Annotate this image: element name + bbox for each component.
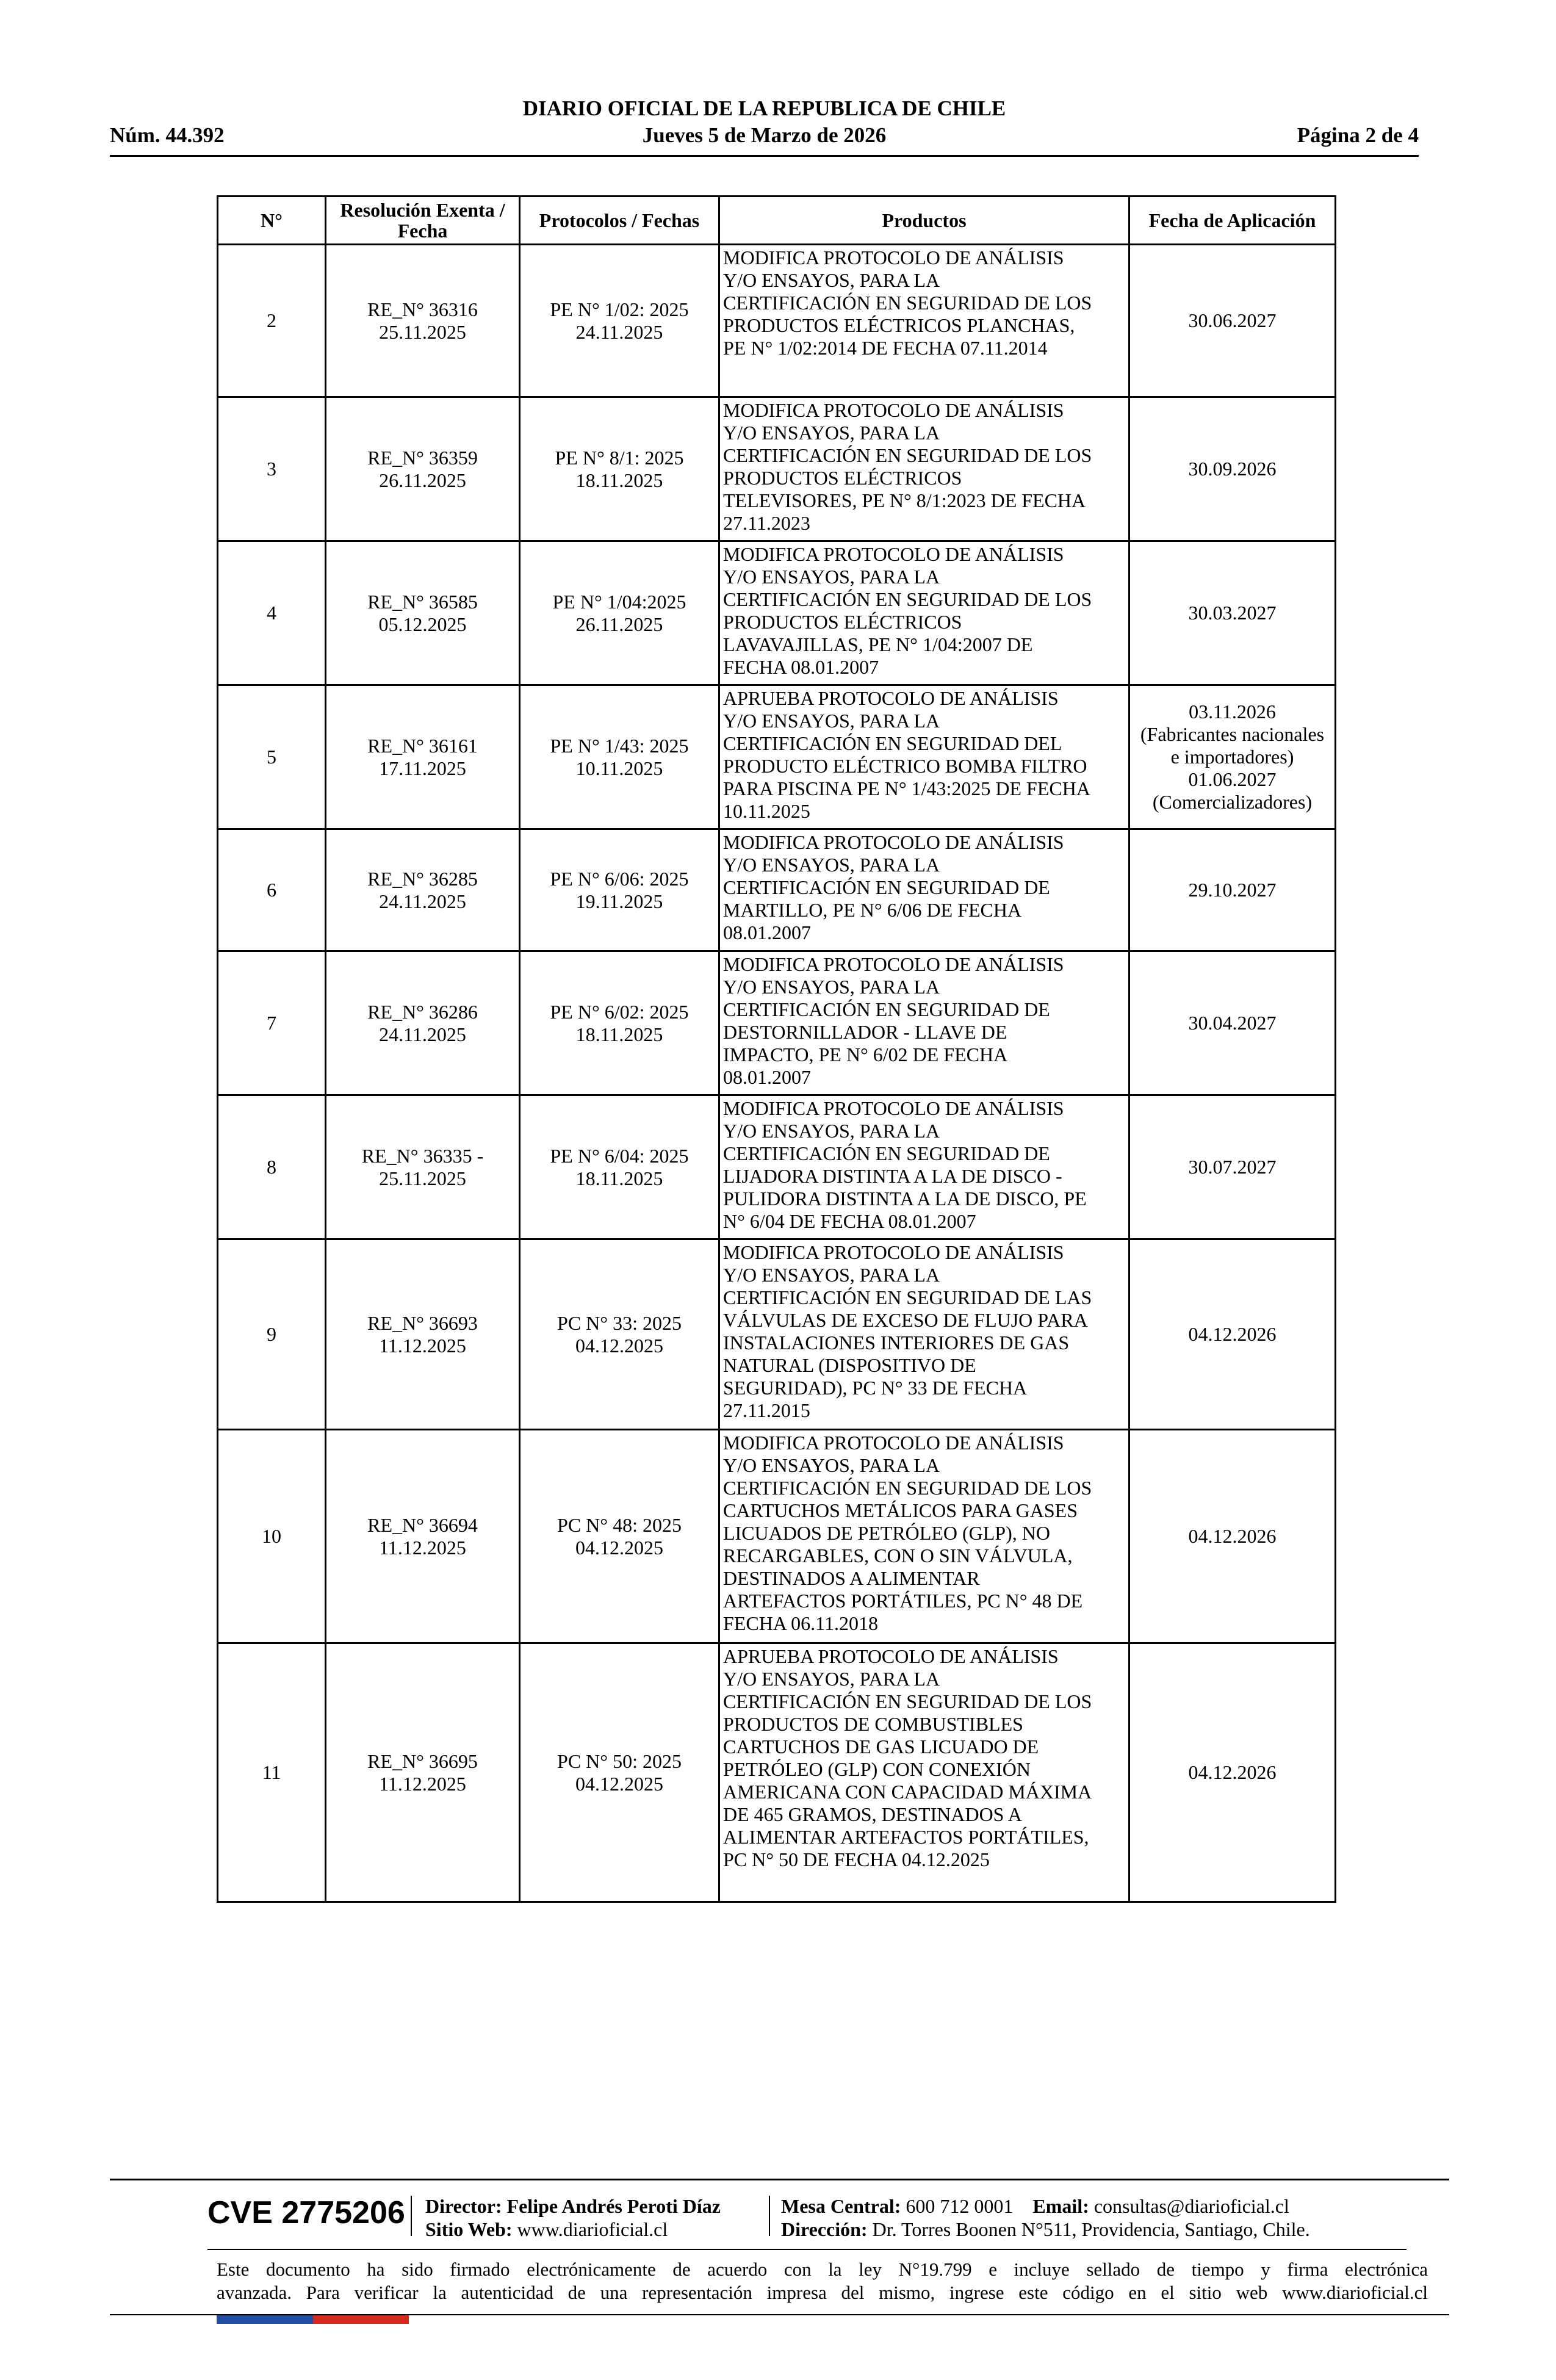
row-number: 2 (218, 245, 326, 397)
product-cell: MODIFICA PROTOCOLO DE ANÁLISIS Y/O ENSAYOS, PARA LA CERTIFICACIÓN EN SEGURIDAD DE LOS PRODUCTOS ELÉCTRICOS TELEVISORES, PE N° 8/1:2023 DE FECHA 27.11.2023 (719, 397, 1129, 541)
resolution-cell: RE_N° 36161 17.11.2025 (326, 685, 520, 829)
header-protocolos: Protocolos / Fechas (520, 197, 719, 245)
protocol-cell: PE N° 6/06: 2025 19.11.2025 (520, 829, 719, 951)
issue-number: Núm. 44.392 (110, 123, 225, 147)
resolution-cell: RE_N° 36285 24.11.2025 (326, 829, 520, 951)
flag-blue-segment (217, 2315, 313, 2324)
table-row (218, 951, 1336, 1095)
table-row (218, 1643, 1336, 1902)
page-header (110, 92, 1419, 159)
product-cell: MODIFICA PROTOCOLO DE ANÁLISIS Y/O ENSAYOS, PARA LA CERTIFICACIÓN EN SEGURIDAD DE LOS PRODUCTOS ELÉCTRICOS LAVAVAJILLAS, PE N° 1/04:2007 DE FECHA 08.01.2007 (719, 541, 1129, 685)
flag-red-segment (313, 2315, 409, 2324)
director-name: Felipe Andrés Peroti Díaz (506, 2195, 721, 2217)
row-number: 11 (218, 1643, 326, 1902)
header-num: N° (218, 197, 326, 245)
resolution-cell: RE_N° 36695 11.12.2025 (326, 1643, 520, 1902)
application-date-cell: 04.12.2026 (1129, 1643, 1336, 1902)
application-date-cell: 04.12.2026 (1129, 1239, 1336, 1430)
protocol-cell: PE N° 1/02: 2025 24.11.2025 (520, 245, 719, 397)
product-cell: MODIFICA PROTOCOLO DE ANÁLISIS Y/O ENSAYOS, PARA LA CERTIFICACIÓN EN SEGURIDAD DE LOS PRODUCTOS ELÉCTRICOS PLANCHAS, PE N° 1/02:2014 DE FECHA 07.11.2014 (719, 245, 1129, 397)
product-cell: MODIFICA PROTOCOLO DE ANÁLISIS Y/O ENSAYOS, PARA LA CERTIFICACIÓN EN SEGURIDAD DE LOS CARTUCHOS METÁLICOS PARA GASES LICUADOS DE PETRÓLEO (GLP), NO RECARGABLES, CON O SIN VÁLVULA, DESTINADOS A ALIMENTAR ARTEFACTOS PORTÁTILES, PC N° 48 DE FECHA 06.11.2018 (719, 1430, 1129, 1643)
table-row (218, 829, 1336, 951)
row-number: 3 (218, 397, 326, 541)
resolution-cell: RE_N° 36316 25.11.2025 (326, 245, 520, 397)
website-link[interactable]: www.diarioficial.cl (517, 2218, 668, 2240)
footer-separator (411, 2196, 412, 2236)
application-date-cell: 30.06.2027 (1129, 245, 1336, 397)
row-number: 8 (218, 1095, 326, 1239)
application-date-cell: 29.10.2027 (1129, 829, 1336, 951)
protocol-cell: PE N° 6/04: 2025 18.11.2025 (520, 1095, 719, 1239)
protocol-cell: PE N° 1/04:2025 26.11.2025 (520, 541, 719, 685)
table-row (218, 1239, 1336, 1430)
footer-middle-rule (207, 2249, 1407, 2250)
cve-code: CVE 2775206 (207, 2195, 405, 2230)
table-row (218, 685, 1336, 829)
address: Dr. Torres Boonen N°511, Providencia, Santiago, Chile. (872, 2218, 1310, 2240)
row-number: 7 (218, 951, 326, 1095)
flag-stripe (217, 2315, 409, 2324)
product-cell: MODIFICA PROTOCOLO DE ANÁLISIS Y/O ENSAYOS, PARA LA CERTIFICACIÓN EN SEGURIDAD DE DESTORNILLADOR - LLAVE DE IMPACTO, PE N° 6/02 DE FECHA 08.01.2007 (719, 951, 1129, 1095)
protocol-cell: PE N° 1/43: 2025 10.11.2025 (520, 685, 719, 829)
email-link[interactable]: consultas@diarioficial.cl (1093, 2195, 1289, 2217)
page-footer (110, 2179, 1449, 2331)
protocol-cell: PC N° 50: 2025 04.12.2025 (520, 1643, 719, 1902)
page-indicator: Página 2 de 4 (1297, 123, 1419, 147)
row-number: 9 (218, 1239, 326, 1430)
header-productos: Productos (719, 197, 1129, 245)
resolution-cell: RE_N° 36359 26.11.2025 (326, 397, 520, 541)
row-number: 10 (218, 1430, 326, 1643)
resolution-cell: RE_N° 36335 - 25.11.2025 (326, 1095, 520, 1239)
application-date-cell: 30.07.2027 (1129, 1095, 1336, 1239)
footer-director-block: Director: Felipe Andrés Peroti Díaz Sitio Web: www.diarioficial.cl (425, 2195, 721, 2240)
resolution-cell: RE_N° 36585 05.12.2025 (326, 541, 520, 685)
table-row (218, 1430, 1336, 1643)
table-row (218, 397, 1336, 541)
product-cell: APRUEBA PROTOCOLO DE ANÁLISIS Y/O ENSAYOS, PARA LA CERTIFICACIÓN EN SEGURIDAD DE LOS PRODUCTOS DE COMBUSTIBLES CARTUCHOS DE GAS LICUADO DE PETRÓLEO (GLP) CON CONEXIÓN AMERICANA CON CAPACIDAD MÁXIMA DE 465 GRAMOS, DESTINADOS A ALIMENTAR ARTEFACTOS PORTÁTILES, PC N° 50 DE FECHA 04.12.2025 (719, 1643, 1129, 1902)
protocol-cell: PE N° 6/02: 2025 18.11.2025 (520, 951, 719, 1095)
table-row (218, 1095, 1336, 1239)
product-cell: MODIFICA PROTOCOLO DE ANÁLISIS Y/O ENSAYOS, PARA LA CERTIFICACIÓN EN SEGURIDAD DE MARTILLO, PE N° 6/06 DE FECHA 08.01.2007 (719, 829, 1129, 951)
product-cell: MODIFICA PROTOCOLO DE ANÁLISIS Y/O ENSAYOS, PARA LA CERTIFICACIÓN EN SEGURIDAD DE LIJADORA DISTINTA A LA DE DISCO - PULIDORA DISTINTA A LA DE DISCO, PE N° 6/04 DE FECHA 08.01.2007 (719, 1095, 1129, 1239)
product-cell: MODIFICA PROTOCOLO DE ANÁLISIS Y/O ENSAYOS, PARA LA CERTIFICACIÓN EN SEGURIDAD DE LAS VÁLVULAS DE EXCESO DE FLUJO PARA INSTALACIONES INTERIORES DE GAS NATURAL (DISPOSITIVO DE SEGURIDAD), PC N° 33 DE FECHA 27.11.2015 (719, 1239, 1129, 1430)
signature-notice: Este documento ha sido firmado electrónicamente de acuerdo con la ley N°19.799 e incluye sellado de tiempo y firma electrónica avanzada. Para verificar la autenticidad de una representación impresa del mismo, ingrese este código en el sitio web www.diarioficial.cl (217, 2259, 1428, 2303)
protocol-cell: PC N° 48: 2025 04.12.2025 (520, 1430, 719, 1643)
resolution-cell: RE_N° 36286 24.11.2025 (326, 951, 520, 1095)
application-date-cell: 30.04.2027 (1129, 951, 1336, 1095)
protocol-cell: PE N° 8/1: 2025 18.11.2025 (520, 397, 719, 541)
row-number: 5 (218, 685, 326, 829)
footer-contact-block: Mesa Central: 600 712 0001 Email: consultas@diarioficial.cl Dirección: Dr. Torres Boonen N°511, Providencia, Santiago, Chile. (781, 2195, 1310, 2240)
header-rule (110, 155, 1419, 157)
application-date-cell: 04.12.2026 (1129, 1430, 1336, 1643)
application-date-cell: 30.09.2026 (1129, 397, 1336, 541)
protocols-table (217, 195, 1336, 1903)
row-number: 4 (218, 541, 326, 685)
header-fecha-aplicacion: Fecha de Aplicación (1129, 197, 1336, 245)
row-number: 6 (218, 829, 326, 951)
application-date-cell: 03.11.2026 (Fabricantes nacionales e importadores) 01.06.2027 (Comercializadores) (1129, 685, 1336, 829)
table-row (218, 541, 1336, 685)
resolution-cell: RE_N° 36694 11.12.2025 (326, 1430, 520, 1643)
issue-date: Jueves 5 de Marzo de 2026 (642, 123, 887, 147)
resolution-cell: RE_N° 36693 11.12.2025 (326, 1239, 520, 1430)
newspaper-title: DIARIO OFICIAL DE LA REPUBLICA DE CHILE (522, 96, 1006, 120)
application-date-cell: 30.03.2027 (1129, 541, 1336, 685)
footer-top-rule (110, 2179, 1449, 2180)
product-cell: APRUEBA PROTOCOLO DE ANÁLISIS Y/O ENSAYOS, PARA LA CERTIFICACIÓN EN SEGURIDAD DEL PRODUCTO ELÉCTRICO BOMBA FILTRO PARA PISCINA PE N° 1/43:2025 DE FECHA 10.11.2025 (719, 685, 1129, 829)
footer-separator (769, 2196, 770, 2236)
table-row (218, 245, 1336, 397)
table-header-row (218, 197, 1336, 245)
phone-number: 600 712 0001 (906, 2195, 1014, 2217)
header-resolucion: Resolución Exenta / Fecha (326, 197, 520, 245)
protocol-cell: PC N° 33: 2025 04.12.2025 (520, 1239, 719, 1430)
